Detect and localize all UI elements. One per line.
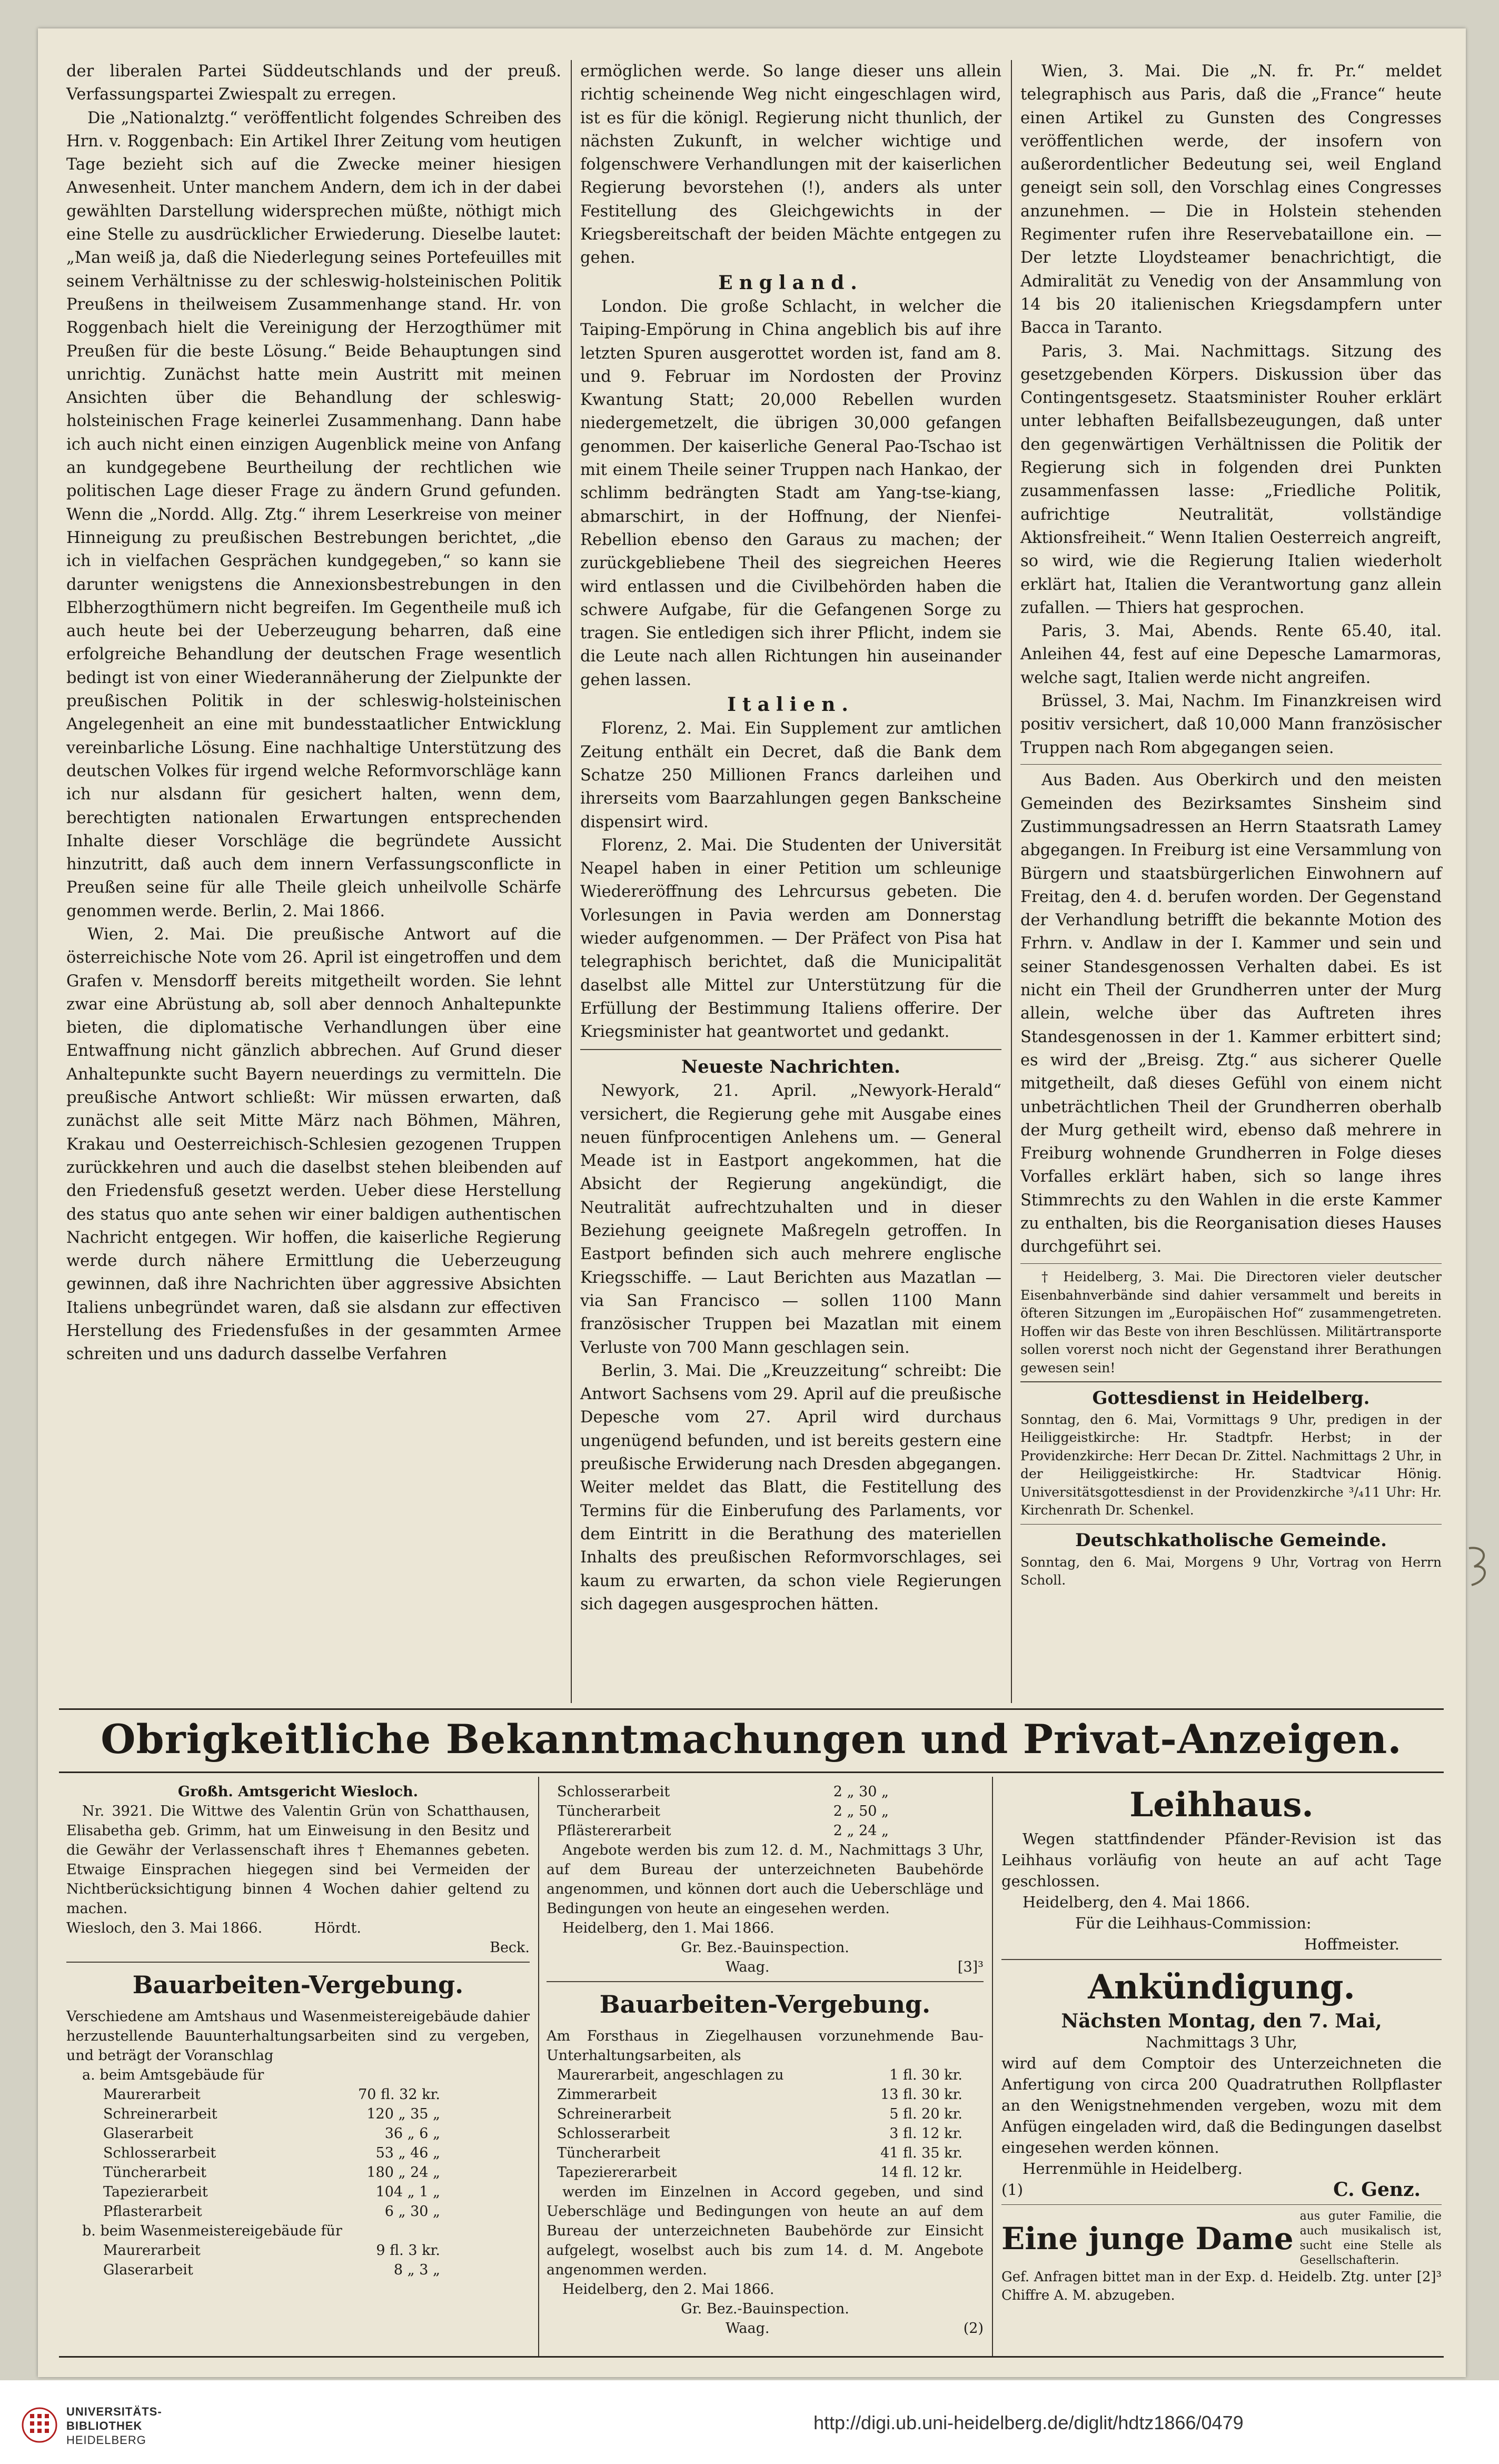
separator	[66, 1962, 530, 1963]
price-value: 41 fl. 35 kr.	[880, 2144, 962, 2161]
ad-date: Heidelberg, den 4. Mai 1866.	[1023, 1893, 1250, 1911]
separator	[1020, 1524, 1442, 1525]
ad-heading: Großh. Amtsgericht Wiesloch.	[177, 1784, 419, 1800]
pencil-mark-icon	[1464, 1543, 1495, 1590]
ad-text: werden im Einzelnen in Accord gegeben, und sind Ueberschläge und Bedingungen von heute an auf dem Bureau der unterzeichneten Baubehörde zur Einsicht aufgelegt, woselbst auch bis zum 14. d. M. Angebote angenommen werden.	[547, 2183, 984, 2278]
price-item: Schlosserarbeit	[103, 2144, 216, 2161]
price-row	[557, 1821, 889, 1840]
article-text: Brüssel, 3. Mai, Nachm. Im Finanzkreisen wird positiv versichert, daß 10,000 Mann französischer Truppen nach Rom abgegangen seien.	[1020, 692, 1442, 757]
ad-line: Für die Leihhaus-Commission:	[1075, 1914, 1312, 1932]
section-rule	[59, 1708, 1444, 1710]
newspaper-page	[38, 28, 1466, 2377]
ad-date: Wiesloch, den 3. Mai 1866.	[66, 1920, 263, 1936]
price-list	[547, 1782, 984, 1840]
ads-column-3	[1001, 1782, 1442, 2305]
price-row	[103, 2104, 440, 2124]
price-row	[103, 2182, 440, 2202]
article-text: Newyork, 21. April. „Newyork-Herald“ versichert, die Regierung gehe mit Ausgabe eines neuen fünfprocentigen Anlehens um. — General Meade ist in Eastport angekommen, hat die Absicht der Regierung angekündigt, die Neutralität aufrechtzuhalten und in dieser Beziehung geeignete Maßregeln getroffen. In Eastport befinden sich auch mehrere englische Kriegsschiffe. — Laut Berichten aus Mazatlan — via San Francisco — sollen 1100 Mann französischer Truppen bei Mazatlan mit einem Verluste von 700 Mann geschlagen sein.	[580, 1082, 1001, 1357]
price-item: Tapeziererarbeit	[557, 2164, 677, 2181]
price-list	[547, 2065, 984, 2182]
ad-number: (2)	[963, 2320, 984, 2337]
price-item: Glaserarbeit	[103, 2125, 193, 2142]
price-row	[557, 2143, 962, 2163]
price-value: 5 fl. 20 kr.	[889, 2105, 962, 2122]
ad-signature: Waag.	[726, 2320, 770, 2337]
price-row	[557, 1802, 889, 1821]
article-text: Paris, 3. Mai. Nachmittags. Sitzung des gesetzgebenden Körpers. Diskussion über das Contingentsgesetz. Staatsminister Rouher erklärt unter lebhaften Beifallsbezeugungen, daß unter den gegenwärtigen Verhältnissen die Politik der Regierung sich in folgenden drei Punkten zusammenfassen lasse: „Friedliche Politik, aufrichtige Neutralität, vollständige Aktionsfreiheit.“ Wenn Italien Oesterreich angreift, so wird, wie die Regierung Italien wiederholt erklärt hat, Italien die Verantwortung ganz allein zufallen. — Thiers hat gesprochen.	[1020, 342, 1442, 617]
article-text: Wien, 3. Mai. Die „N. fr. Pr.“ meldet telegraphisch aus Paris, daß die „France“ heute einen Artikel zu Gunsten des Congresses veröffentlichen werde, der insofern von außerordentlicher Bedeutung sei, weil England geneigt sein soll, den Vorschlag eines Congresses anzunehmen. — Die in Holstein stehenden Regimenter rufen ihre Reservebataillone ein. — Der letzte Lloydsteamer benachrichtigt, die Admiralität zu Venedig von der Ansammlung von 14 bis 20 italienischen Kriegsdampfern unter Bacca in Taranto.	[1020, 62, 1442, 338]
ad-title: Bauarbeiten-Vergebung.	[599, 1990, 931, 2018]
ad-subheading: a. beim Amtsgebäude für	[82, 2066, 264, 2083]
price-item: Pflasterarbeit	[103, 2203, 202, 2220]
column-divider	[538, 1777, 539, 2356]
article-text: ermöglichen werde. So lange dieser uns allein richtig scheinende Weg nicht eingeschlagen wird, ist es für die königl. Regierung nicht thunlich, der nächsten Zukunft, in welcher wichtige und folgenschwere Verhandlungen mit der kaiserlichen Regierung bevorstehen (!), anders als unter Festitellung des Gleichgewichts in der Kriegsbereitschaft der beiden Mächte entgegen zu gehen.	[580, 62, 1001, 268]
service-heading: Deutschkatholische Gemeinde.	[1075, 1530, 1387, 1551]
ad-text: Gef. Anfragen bittet man in der Exp. d. Heidelb. Ztg. unter Chiffre A. M. abzugeben.	[1001, 2269, 1412, 2303]
ad-text: Nr. 3921. Die Wittwe des Valentin Grün von Schatthausen, Elisabetha geb. Grimm, hat um Einweisung in den Besitz und die Gewähr der Verlassenschaft ihres † Ehemannes gebeten. Etwaige Einsprachen hiegegen sind bei Vermeiden der Nichtberücksichtigung binnen 4 Wochen dahier geltend zu machen.	[66, 1803, 530, 1917]
digitization-footer	[0, 2380, 1499, 2464]
price-value: 9 fl. 3 kr.	[376, 2242, 440, 2259]
separator	[1020, 1263, 1442, 1264]
ad-signature: Hoffmeister.	[1304, 1935, 1399, 1953]
ad-text: Am Forsthaus in Ziegelhausen vorzunehmende Bau-Unterhaltungsarbeiten, als	[547, 2027, 984, 2064]
price-item: Pflästererarbeit	[557, 1823, 671, 1839]
column-divider	[992, 1777, 993, 2356]
price-row	[557, 2065, 962, 2085]
article-text: Florenz, 2. Mai. Ein Supplement zur amtlichen Zeitung enthält ein Decret, daß die Bank dem Schatze 250 Millionen Francs darleihen und ihrerseits vom Baarzahlungen gegen Bankscheine dispensirt wird.	[580, 719, 1001, 832]
ad-subtitle: Nachmittags 3 Uhr,	[1145, 2033, 1298, 2051]
ad-title: Bauarbeiten-Vergebung.	[132, 1970, 464, 1999]
price-row	[103, 2124, 440, 2143]
price-row	[103, 2202, 440, 2221]
price-row	[103, 2143, 440, 2163]
article-text: London. Die große Schlacht, in welcher die Taiping-Empörung in China angeblich bis auf ihre letzten Spuren ausgerottet worden ist, fand am 8. und 9. Februar im Nordosten der Provinz Kwantung Statt; 20,000 Rebellen wurden niedergemetzelt, die übrigen 30,000 gefangen genommen. Der kaiserliche General Pao-Tschao ist mit einem Theile seiner Truppen nach Hankao, der schlimm bedrängten Stadt am Yang-tse-kiang, abmarschirt, in der Hoffnung, der Nienfei-Rebellion ebenso den Garaus zu machen; der zurückgebliebene Theil des siegreichen Heeres wird entlassen und die Civilbehörden haben die schwere Aufgabe, für die Gefangenen Sorge zu tragen. Sie entledigen sich ihrer Pflicht, indem sie die Leute nach allen Richtungen hin auseinander gehen lassen.	[580, 297, 1001, 689]
price-value: 6 „ 30 „	[384, 2203, 440, 2220]
price-value: 53 „ 46 „	[375, 2144, 440, 2161]
price-row	[557, 2124, 962, 2143]
price-value: 120 „ 35 „	[366, 2105, 440, 2122]
article-text: Die „Nationalztg.“ veröffentlicht folgendes Schreiben des Hrn. v. Roggenbach: Ein Artikel Ihrer Zeitung vom heutigen Tage bezieht sich auf die Zwecke meiner hiesigen Anwesenheit. Unter manchem Andern, dem ich in der dabei gewählten Darstellung widersprechen müßte, nöthigt mich eine Stelle zu ausdrücklicher Erwiederung. Dieselbe lautet: „Man weiß ja, daß die Niederlegung seines Portefeuilles mit seinem Verhältnisse zu der schleswig-holsteinischen Politik Preußens in theilweisem Zusammenhange stand. Hr. von Roggenbach hielt die Vereinigung der Herzogthümer mit Preußen für die beste Lösung.“ Beide Behauptungen sind unrichtig. Zunächst hatte mein Austritt mit meinen Ansichten über die Behandlung der schleswig-holsteinischen Frage keinerlei Zusammenhang. Dann habe ich auch nicht einen einzigen Augenblick meine von Anfang an kundgegebene Beurtheilung der rechtlichen wie politischen Lage dieser Frage zu ändern Grund gefunden. Wenn die „Nordd. Allg. Ztg.“ ihrem Leserkreise von meiner Hinneigung zu preußischen Bestrebungen berichtet, „die ich in vielfachen Gesprächen kundgegeben,“ so kann sie darunter wenigstens die Annexionsbestrebungen in den Elbherzogthümern nicht begreifen. Im Gegentheile muß ich auch heute bei der Ueberzeugung beharren, daß eine erfolgreiche Behandlung der deutschen Frage wesentlich bedingt ist von einer Wiederannäherung der Zielpunkte der preußischen Politik in der schleswig-holsteinischen Angelegenheit an eine mit bundesstaatlicher Entwicklung vereinbarliche Lösung. Eine nachhaltige Unterstützung des deutschen Volkes für irgend welche Reformvorschläge kann ich nur alsdann für gesichert halten, wenn dem, berechtigten nationalen Erwartungen entsprechenden Inhalte dieser Vorschläge die begründete Aussicht hinzutritt, daß auch dem innern Verfassungsconflicte in Preußen seine für alle Theile gleich unheilvolle Schärfe genommen werde. Berlin, 2. Mai 1866.	[66, 108, 561, 921]
ad-subtitle: Nächsten Montag, den 7. Mai,	[1061, 2010, 1382, 2032]
section-heading: England.	[718, 271, 863, 294]
price-value: 2 „ 50 „	[833, 1803, 889, 1819]
article-text: der liberalen Partei Süddeutschlands und der preuß. Verfassungspartei Zwiespalt zu erregen.	[66, 62, 561, 104]
ad-number: [3]³	[957, 1959, 984, 1975]
price-item: Schlosserarbeit	[557, 2125, 670, 2142]
price-item: Schlosserarbeit	[557, 1784, 670, 1800]
ad-text: aus guter Familie, die auch musikalisch ist, sucht eine Stelle als Gesellschafterin.	[1299, 2210, 1442, 2267]
price-row	[103, 2260, 440, 2280]
ad-text: wird auf dem Comptoir des Unterzeichneten die Anfertigung von circa 200 Quadratruthen Rollpflaster an den Wenigstnehmenden vergeben, wozu mit dem Anfügen eingeladen wird, daß die Bedingungen daselbst eingesehen werden können.	[1001, 2054, 1442, 2156]
ad-signature: Hördt.	[314, 1920, 361, 1936]
service-text: Sonntag, den 6. Mai, Vormittags 9 Uhr, predigen in der Heiliggeistkirche: Hr. Stadtpfr. Herbst; in der Providenzkirche: Herr Decan Dr. Zittel. Nachmittags 2 Uhr, in der Heiliggeistkirche: Hr. Stadtvicar Hönig. Universitätsgottesdienst in der Providenzkirche ³/₄11 Uhr: Hr. Kirchenrath Dr. Schenkel.	[1020, 1411, 1442, 1518]
ad-title: Ankündigung.	[1088, 1967, 1355, 2007]
library-name-line: BIBLIOTHEK	[66, 2419, 143, 2432]
ad-office: Gr. Bez.-Bauinspection.	[681, 1939, 849, 1956]
price-value: 8 „ 3 „	[393, 2261, 440, 2278]
price-item: Tüncherarbeit	[103, 2164, 206, 2181]
ads-column-2	[547, 1782, 984, 2338]
price-item: Maurerarbeit, angeschlagen zu	[557, 2066, 784, 2083]
section-rule	[59, 1772, 1444, 1773]
price-list	[66, 2241, 530, 2280]
price-item: Tapezierarbeit	[103, 2183, 208, 2200]
ad-text: Angebote werden bis zum 12. d. M., Nachmittags 3 Uhr, auf dem Bureau der unterzeichneten Baubehörde angenommen, und können dort auch die Ueberschläge und Bedingungen von heute an eingesehen werden.	[547, 1842, 984, 1917]
ad-subheading: b. beim Wasenmeistereigebäude für	[82, 2222, 342, 2239]
price-item: Schreinerarbeit	[557, 2105, 671, 2122]
price-row	[103, 2163, 440, 2182]
library-name-line: UNIVERSITÄTS-	[66, 2405, 162, 2418]
price-item: Maurerarbeit	[103, 2242, 201, 2259]
article-text: Florenz, 2. Mai. Die Studenten der Universität Neapel haben in einer Petition um schleunige Wiedereröffnung des Lehrcursus gebeten. Die Vorlesungen in Pavia werden am Donnerstag wieder aufgenommen. — Der Präfect von Pisa hat telegraphisch berichtet, daß die Municipalität daselbst alle Mittel zur Unterstützung für die Erfüllung der Bestimmung Italiens offerire. Der Kriegsminister hat geantwortet und gedankt.	[580, 836, 1001, 1042]
library-name-line: HEIDELBERG	[66, 2433, 146, 2447]
price-item: Maurerarbeit	[103, 2086, 201, 2103]
service-text: Sonntag, den 6. Mai, Morgens 9 Uhr, Vortrag von Herrn Scholl.	[1020, 1554, 1442, 1588]
ad-text: Wegen stattfindender Pfänder-Revision ist das Leihhaus vorläufig von heute an auf acht Tage geschlossen.	[1001, 1830, 1442, 1890]
article-text: † Heidelberg, 3. Mai. Die Directoren vieler deutscher Eisenbahnverbände sind dahier versammelt und bereits in öfteren Sitzungen im „Europäischen Hof“ zusammengetreten. Hoffen wir das Beste von ihren Beschlüssen. Militärtransporte sollen vorerst noch nicht der Gegenstand ihrer Berathungen gewesen sein!	[1020, 1269, 1442, 1376]
ad-date: Heidelberg, den 1. Mai 1866.	[562, 1920, 775, 1936]
ad-office: Gr. Bez.-Bauinspection.	[681, 2300, 849, 2317]
column-divider	[571, 60, 572, 1703]
ad-place: Herrenmühle in Heidelberg.	[1023, 2159, 1243, 2178]
price-row	[557, 1782, 889, 1802]
article-text: Aus Baden. Aus Oberkirch und den meisten Gemeinden des Bezirksamtes Sinsheim sind Zustimmungsadressen an Herrn Staatsrath Lamey abgegangen. In Freiburg ist eine Versammlung von Bürgern und staatsbürgerlichen Einwohnern auf Freitag, den 4. d. berufen worden. Der Gegenstand der Verhandlung betrifft die bekannte Motion des Frhrn. v. Andlaw in der I. Kammer und sein und seiner Standesgenossen Verhalten dabei. Es ist nicht ein Theil der Grundherren unter der Murg allein, welche über das Auftreten ihres Standesgenossen in der 1. Kammer erbittert sind; es wird der „Breisg. Ztg.“ aus sicherer Quelle mitgetheilt, daß dieses Gefühl von einem nicht unbeträchtlichen Theil der Grundherren oberhalb der Murg getheilt wird, ebenso daß mehrere in Freiburg wohnende Grundherren in Folge dieses Vorfalles erklärt haben, sich so lange ihres Stimmrechts zu den Wahlen in die erste Kammer zu enthalten, bis die Reorganisation dieses Hauses durchgeführt sei.	[1020, 771, 1442, 1256]
library-logo-icon	[21, 2407, 58, 2443]
price-value: 14 fl. 12 kr.	[880, 2164, 962, 2181]
section-heading: Italien.	[727, 694, 855, 716]
ads-column-1	[66, 1782, 530, 2280]
price-value: 70 fl. 32 kr.	[358, 2086, 440, 2103]
price-row	[557, 2085, 962, 2104]
article-text: Berlin, 3. Mai. Die „Kreuzzeitung“ schreibt: Die Antwort Sachsens vom 29. April auf die preußische Depesche vom 27. April wird durchaus ungenügend befunden, und ist bereits gestern eine preußische Erwiderung nach Dresden abgegangen. Weiter meldet das Blatt, die Festitellung des Termins für die Einberufung des Parlaments, vor dem Eintritt in die Berathung des materiellen Inhalts des preußischen Reformvorschlages, sei kaum zu erwarten, da schon viele Regierungen sich dagegen ausgesprochen hätten.	[580, 1361, 1001, 1614]
price-row	[103, 2241, 440, 2260]
separator	[1001, 1959, 1442, 1960]
price-list	[66, 2085, 530, 2221]
column-1	[66, 60, 561, 1367]
margin-annotation	[1464, 1543, 1495, 1597]
page-bottom-rule	[59, 2356, 1444, 2358]
ad-date: Heidelberg, den 2. Mai 1866.	[562, 2281, 775, 2298]
price-value: 2 „ 24 „	[833, 1823, 889, 1839]
price-item: Schreinerarbeit	[103, 2105, 217, 2122]
price-row	[557, 2104, 962, 2124]
column-divider	[1011, 60, 1012, 1703]
price-value: 180 „ 24 „	[366, 2164, 440, 2181]
price-value: 36 „ 6 „	[384, 2125, 440, 2142]
column-3	[1020, 60, 1442, 1590]
ad-signature: C. Genz.	[1333, 2178, 1421, 2201]
ad-number: (1)	[1001, 2180, 1024, 2199]
price-value: 2 „ 30 „	[833, 1784, 889, 1800]
price-value: 13 fl. 30 kr.	[880, 2086, 962, 2103]
price-item: Tüncherarbeit	[557, 1803, 660, 1819]
service-heading: Gottesdienst in Heidelberg.	[1092, 1387, 1370, 1409]
separator	[547, 1981, 984, 1982]
column-2	[580, 60, 1001, 1616]
article-text: Wien, 2. Mai. Die preußische Antwort auf die österreichische Note vom 26. April ist eingetroffen und dem Grafen v. Mensdorff bereits mitgetheilt worden. Sie lehnt zwar eine Abrüstung ab, soll aber dennoch Anhaltepunkte bieten, die diplomatische Verhandlungen über eine Entwaffnung nicht gänzlich abbrechen. Auf Grund dieser Anhaltepunkte sucht Bayern neuerdings zu vermitteln. Die preußische Antwort schließt: Wir müssen erwarten, daß zunächst alle seit Mitte März nach Böhmen, Mähren, Krakau und Oesterreichisch-Schlesien gezogenen Truppen zurückkehren und auch die daselbst stehen bleibenden auf den Friedensfuß gesetzt werden. Ueber diese Herstellung des status quo ante sehen wir einer baldigen authentischen Nachricht entgegen. Wir hoffen, die kaiserliche Regierung werde durch nähere Ermittlung die Ueberzeugung gewinnen, daß ihre Nachrichten über aggressive Absichten Italiens unbegründet waren, daß sie alsdann zur effectiven Herstellung des Friedensfußes in der gesammten Armee schreiten und uns dadurch dasselbe Verfahren	[66, 925, 561, 1364]
separator	[580, 1049, 1001, 1050]
section-heading: Neueste Nachrichten.	[681, 1056, 901, 1077]
price-value: 1 fl. 30 kr.	[889, 2066, 962, 2083]
source-url-link[interactable]: http://digi.ub.uni-heidelberg.de/diglit/hdtz1866/0479	[813, 2412, 1244, 2433]
price-value: 3 fl. 12 kr.	[889, 2125, 962, 2142]
ad-number: [2]³	[1416, 2269, 1442, 2285]
ad-text: Verschiedene am Amtshaus und Wasenmeistereigebäude dahier herzustellende Bauunterhaltungsarbeiten sind zu vergeben, und beträgt der Voranschlag	[66, 2008, 530, 2064]
article-text: Paris, 3. Mai, Abends. Rente 65.40, ital. Anleihen 44, fest auf eine Depesche Lamarmoras, welche sagt, Italien werde nicht angreifen.	[1020, 622, 1442, 687]
price-item: Tüncherarbeit	[557, 2144, 660, 2161]
library-name	[66, 2404, 162, 2447]
price-item: Zimmerarbeit	[557, 2086, 657, 2103]
price-item: Glaserarbeit	[103, 2261, 193, 2278]
price-row	[557, 2163, 962, 2182]
ad-title: Leihhaus.	[1129, 1785, 1314, 1825]
price-row	[103, 2085, 440, 2104]
ad-signature: Beck.	[490, 1939, 530, 1956]
ad-title: Eine junge Dame	[1001, 2221, 1294, 2257]
separator	[1020, 1381, 1442, 1382]
separator	[1020, 764, 1442, 765]
ad-signature: Waag.	[726, 1959, 770, 1975]
price-value: 104 „ 1 „	[375, 2183, 440, 2200]
separator	[1001, 2204, 1442, 2205]
ads-banner-title: Obrigkeitliche Bekanntmachungen und Privat-Anzeigen.	[101, 1716, 1402, 1763]
